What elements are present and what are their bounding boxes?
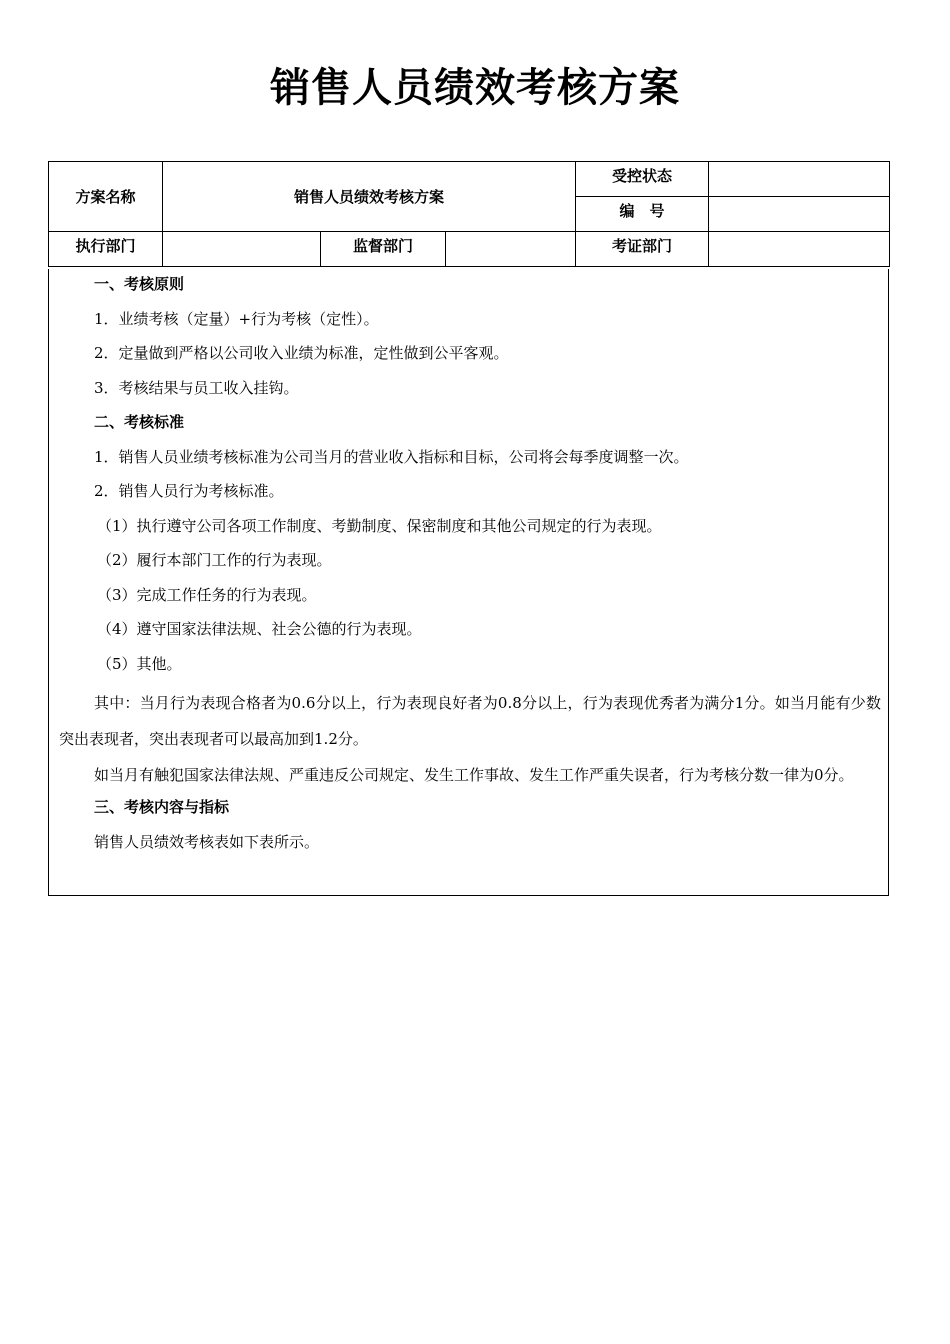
list-item: 2．销售人员行为考核标准。 [94, 482, 284, 500]
supervise-dept-value [446, 232, 576, 267]
paragraph: 销售人员绩效考核表如下表所示。 [94, 832, 320, 851]
list-item: 3．考核结果与员工收入挂钩。 [94, 378, 299, 397]
verify-dept-label: 考证部门 [576, 232, 709, 267]
plan-name-label: 方案名称 [49, 162, 163, 232]
section-heading: 三、考核内容与指标 [94, 798, 230, 816]
exec-dept-value [163, 232, 321, 267]
sub-list-item: （1）执行遵守公司各项工作制度、考勤制度、保密制度和其他公司规定的行为表现。 [97, 516, 662, 535]
control-status-value [709, 162, 890, 197]
section-heading: 二、考核标准 [94, 413, 185, 431]
document-title: 销售人员绩效考核方案 [270, 65, 680, 111]
plan-name-value: 销售人员绩效考核方案 [163, 162, 576, 232]
sub-list-item: （5）其他。 [97, 654, 182, 673]
list-item: 1．业绩考核（定量）+行为考核（定性）。 [94, 309, 379, 328]
sub-list-item: （2）履行本部门工作的行为表现。 [97, 551, 332, 569]
verify-dept-value [709, 232, 890, 267]
section-heading: 一、考核原则 [94, 275, 185, 293]
paragraph: 如当月有触犯国家法律法规、严重违反公司规定、发生工作事故、发生工作严重失误者，行为考核分数一律为0分。 [94, 766, 854, 784]
plan-content [59, 269, 881, 861]
list-item: 1．销售人员业绩考核标准为公司当月的营业收入指标和目标，公司将会每季度调整一次。 [94, 447, 689, 466]
list-item: 2．定量做到严格以公司收入业绩为标准，定性做到公平客观。 [94, 344, 509, 362]
supervise-dept-label: 监督部门 [321, 232, 446, 267]
number-label: 编 号 [576, 197, 709, 232]
plan-content-box [48, 269, 889, 896]
paragraph: 其中：当月行为表现合格者为0.6分以上，行为表现良好者为0.8分以上，行为表现优秀者为满分1分。如当月能有少数突出表现者，突出表现者可以最高加到1.2分。 [59, 694, 881, 748]
sub-list-item: （4）遵守国家法律法规、社会公德的行为表现。 [97, 620, 422, 638]
control-status-label: 受控状态 [576, 162, 709, 197]
number-value [709, 197, 890, 232]
sub-list-item: （3）完成工作任务的行为表现。 [97, 585, 317, 604]
plan-info-table [48, 161, 890, 267]
exec-dept-label: 执行部门 [49, 232, 163, 267]
